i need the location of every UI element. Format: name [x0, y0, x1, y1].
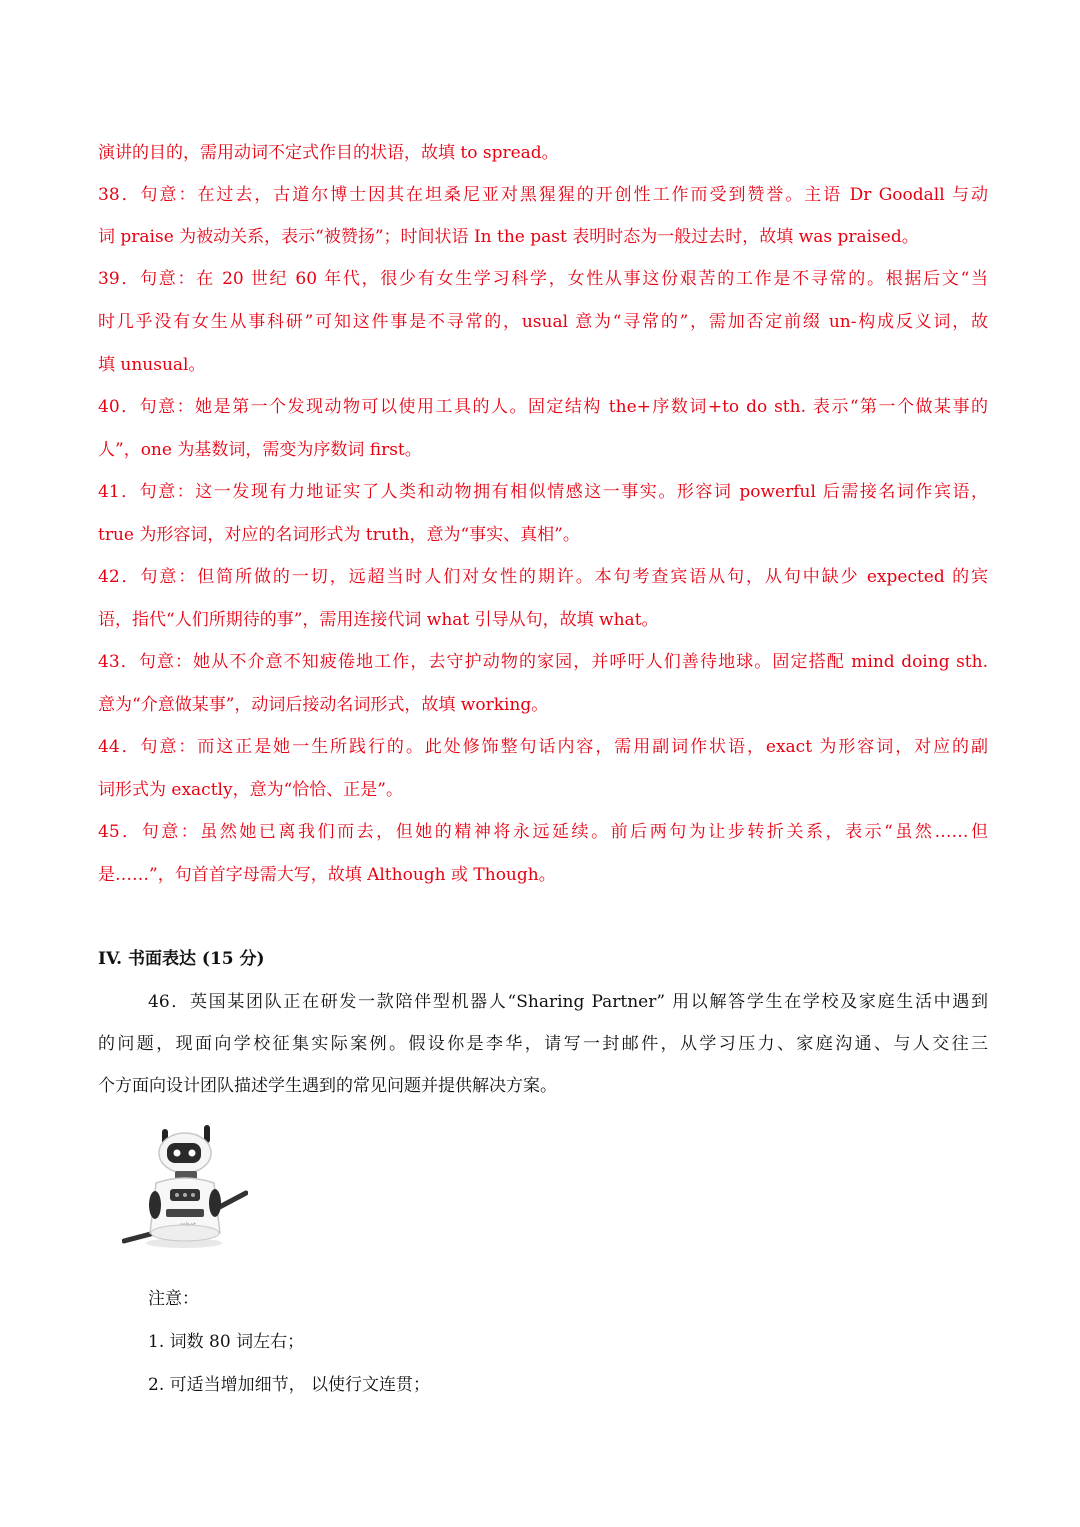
answer-38-line-1: 38．句意：在过去，古道尔博士因其在坦桑尼亚对黑猩猩的开创性工作而受到赞誉。主语 Dr Goodall 与动	[98, 185, 988, 205]
question-46-line-3: 个方面向设计团队描述学生遇到的常见问题并提供解决方案。	[98, 1076, 557, 1096]
answer-37-continuation: 演讲的目的，需用动词不定式作目的状语，故填 to spread。	[98, 143, 559, 163]
answer-39-line-3: 填 unusual。	[98, 355, 206, 375]
answer-42-line-2: 语，指代“人们所期待的事”，需用连接代词 what 引导从句，故填 what。	[98, 610, 659, 630]
notes-title: 注意：	[148, 1289, 199, 1309]
note-item-2: 2. 可适当增加细节， 以使行文连贯；	[148, 1375, 431, 1395]
answer-44-line-2: 词形式为 exactly，意为“恰恰、正是”。	[98, 780, 403, 800]
answer-45-line-1: 45．句意：虽然她已离我们而去，但她的精神将永远延续。前后两句为让步转折关系，表示“虽然……但	[98, 822, 988, 842]
answer-39-line-1: 39．句意：在 20 世纪 60 年代，很少有女生学习科学，女性从事这份艰苦的工作是不寻常的。根据后文“当	[98, 269, 988, 289]
note-item-1: 1. 词数 80 词左右；	[148, 1332, 305, 1352]
answer-43-line-2: 意为“介意做某事”，动词后接动名词形式，故填 working。	[98, 695, 549, 715]
section-heading: IV. 书面表达 (15 分)	[98, 949, 265, 969]
answer-45-line-2: 是……”，句首首字母需大写，故填 Although 或 Though。	[98, 865, 556, 885]
answer-38-line-2: 词 praise 为被动关系，表示“被赞扬”；时间状语 In the past 表明时态为一般过去时，故填 was praised。	[98, 227, 919, 247]
answer-39-line-2: 时几乎没有女生从事科研”可知这件事是不寻常的，usual 意为“寻常的”，需加否定前缀 un-构成反义词，故	[98, 312, 988, 332]
answer-40-line-1: 40．句意：她是第一个发现动物可以使用工具的人。固定结构 the+序数词+to do sth. 表示“第一个做某事的	[98, 397, 988, 417]
question-46-line-2: 的问题，现面向学校征集实际案例。假设你是李华，请写一封邮件，从学习压力、家庭沟通、与人交往三	[98, 1034, 988, 1054]
answer-42-line-1: 42．句意：但简所做的一切，远超当时人们对女性的期许。本句考查宾语从句，从句中缺少 expected 的宾	[98, 567, 988, 587]
answer-43-line-1: 43．句意：她从不介意不知疲倦地工作，去守护动物的家园，并呼吁人们善待地球。固定搭配 mind doing sth.	[98, 652, 988, 672]
answer-40-line-2: 人”，one 为基数词，需变为序数词 first。	[98, 440, 422, 460]
answer-41-line-2: true 为形容词，对应的名词形式为 truth，意为“事实、真相”。	[98, 525, 580, 545]
robot-image	[122, 1123, 248, 1253]
question-46-line-1: 46．英国某团队正在研发一款陪伴型机器人“Sharing Partner” 用以解答学生在学校及家庭生活中遇到	[148, 992, 988, 1012]
answer-41-line-1: 41．句意：这一发现有力地证实了人类和动物拥有相似情感这一事实。形容词 powerful 后需接名词作宾语，	[98, 482, 988, 502]
answer-44-line-1: 44．句意：而这正是她一生所践行的。此处修饰整句话内容，需用副词作状语，exact 为形容词，对应的副	[98, 737, 988, 757]
